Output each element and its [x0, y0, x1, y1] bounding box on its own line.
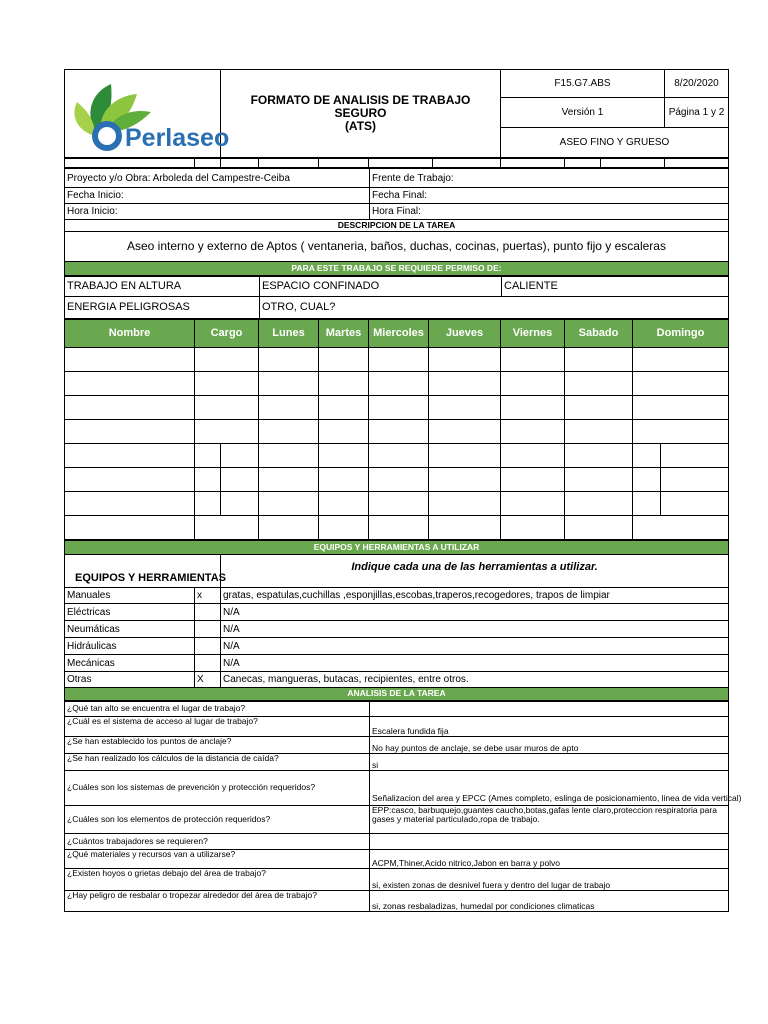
permit-hot: CALIENTE	[502, 277, 729, 297]
equipment-detail: N/A	[221, 604, 729, 621]
analysis-answer: si	[370, 754, 729, 771]
equipment-detail: gratas, espatulas,cuchillas ,esponjillas,escobas,traperos,recogedores, trapos de limpiar	[221, 588, 729, 604]
start-date: Fecha Inicio:	[65, 188, 370, 204]
schedule-row	[65, 444, 729, 468]
form-page: Página 1 y 2	[665, 98, 729, 127]
divider-row	[64, 158, 729, 168]
analysis-question: ¿Qué tan alto se encuentra el lugar de trabajo?	[65, 702, 370, 717]
col-cargo: Cargo	[195, 320, 259, 348]
equipment-mark: X	[195, 672, 221, 688]
equipment-detail: N/A	[221, 638, 729, 655]
form-activity: ASEO FINO Y GRUESO	[501, 127, 729, 157]
header-table	[64, 69, 729, 158]
equipment-detail: N/A	[221, 655, 729, 672]
equipment-row	[65, 621, 729, 638]
leaf-logo-icon	[67, 72, 230, 156]
analysis-answer	[370, 834, 729, 850]
work-front: Frente de Trabajo:	[370, 169, 729, 188]
analysis-answer: ACPM,Thiner,Acido nitrico,Jabon en barra y polvo	[370, 850, 729, 869]
schedule-row	[65, 396, 729, 420]
schedule-table	[64, 319, 729, 540]
equipment-mark	[195, 604, 221, 621]
analysis-answer: No hay puntos de anclaje, se debe usar muros de apto	[370, 737, 729, 754]
col-jueves: Jueves	[429, 320, 501, 348]
analysis-table	[64, 701, 742, 912]
analysis-question: ¿Se han establecido los puntos de anclaje?	[65, 737, 370, 754]
form-version: Versión 1	[501, 98, 665, 127]
permits-heading: PARA ESTE TRABAJO SE REQUIERE PERMISO DE:	[65, 262, 729, 276]
permits-table	[64, 276, 729, 319]
equipment-row	[65, 588, 729, 604]
schedule-row	[65, 468, 729, 492]
equipment-mark: x	[195, 588, 221, 604]
col-nombre: Nombre	[65, 320, 195, 348]
schedule-row	[65, 348, 729, 372]
subtitle-line: (ATS)	[344, 119, 377, 134]
analysis-row	[65, 702, 729, 717]
analysis-answer: EPP:casco, barbuquejo,guantes caucho,botas,gafas lente claro,proteccion respiratoria para gases y material particulado,ropa de trabajo.	[370, 806, 729, 834]
analysis-question: ¿Se han realizado los cálculos de la distancia de caída?	[65, 754, 370, 771]
permit-other: OTRO, CUAL?	[260, 297, 729, 319]
company-logo	[65, 70, 230, 158]
equipment-mark	[195, 655, 221, 672]
equipment-row	[65, 638, 729, 655]
equipment-row	[65, 604, 729, 621]
svg-text:Perlaseo: Perlaseo	[125, 124, 230, 152]
schedule-header	[65, 320, 729, 348]
ats-form	[64, 69, 742, 912]
analysis-answer: si, zonas resbaladizas, humedal por condiciones climaticas	[370, 891, 729, 912]
equipment-type: Neumáticas	[65, 621, 195, 638]
analysis-answer: Señalizacion del area y EPCC (Ames completo, eslinga de posicionamiento, linea de vida vertical)	[370, 771, 729, 806]
analysis-row	[65, 891, 729, 912]
project-name: Proyecto y/o Obra: Arboleda del Campestre-Ceiba	[65, 169, 370, 188]
analysis-answer	[370, 702, 729, 717]
analysis-question: ¿Cuántos trabajadores se requieren?	[65, 834, 370, 850]
title-line: FORMATO DE ANALISIS DE TRABAJO SEGURO	[250, 92, 471, 120]
form-code: F15.G7.ABS	[501, 70, 665, 98]
analysis-question: ¿Qué materiales y recursos van a utilizarse?	[65, 850, 370, 869]
equipment-detail: N/A	[221, 621, 729, 638]
equipment-type: Hidráulicas	[65, 638, 195, 655]
analysis-row	[65, 869, 729, 891]
permit-confined: ESPACIO CONFINADO	[260, 277, 502, 297]
equipment-mark	[195, 638, 221, 655]
equipment-label: EQUIPOS Y HERRAMIENTAS	[65, 555, 221, 588]
equipment-type: Mecánicas	[65, 655, 195, 672]
col-sabado: Sabado	[565, 320, 633, 348]
start-time: Hora Inicio:	[65, 204, 370, 220]
equipment-mark	[195, 621, 221, 638]
analysis-row	[65, 806, 729, 834]
analysis-question: ¿Cuáles son los sistemas de prevención y protección requeridos?	[65, 771, 370, 806]
analysis-answer: Escalera fundida fija	[370, 717, 729, 737]
analysis-row	[65, 717, 729, 737]
analysis-row	[65, 771, 729, 806]
col-lunes: Lunes	[259, 320, 319, 348]
project-table	[64, 168, 729, 276]
analysis-row	[65, 850, 729, 869]
schedule-row	[65, 372, 729, 396]
analysis-row	[65, 834, 729, 850]
equipment-type: Eléctricas	[65, 604, 195, 621]
description-heading: DESCRIPCION DE LA TAREA	[65, 220, 729, 232]
equipment-row	[65, 655, 729, 672]
analysis-question: ¿Hay peligro de resbalar o tropezar alrededor del área de trabajo?	[65, 891, 370, 912]
equipment-instruction: Indique cada una de las herramientas a utilizar.	[221, 555, 729, 588]
schedule-row	[65, 420, 729, 444]
equipment-heading: EQUIPOS Y HERRAMIENTAS A UTILIZAR	[65, 541, 729, 555]
analysis-question: ¿Cuál es el sistema de acceso al lugar de trabajo?	[65, 717, 370, 737]
end-time: Hora Final:	[370, 204, 729, 220]
col-miercoles: Miercoles	[369, 320, 429, 348]
equipment-row	[65, 672, 729, 688]
description-text: Aseo interno y externo de Aptos ( ventaneria, baños, duchas, cocinas, puertas), punto fijo y escaleras	[65, 232, 729, 262]
equipment-type: Otras	[65, 672, 195, 688]
equipment-type: Manuales	[65, 588, 195, 604]
analysis-question: ¿Cuáles son los elementos de protección requeridos?	[65, 806, 370, 834]
col-viernes: Viernes	[501, 320, 565, 348]
analysis-heading: ANALISIS DE LA TAREA	[65, 688, 729, 701]
permit-energy: ENERGIA PELIGROSAS	[65, 297, 260, 319]
form-title	[221, 70, 501, 158]
form-date: 8/20/2020	[665, 70, 729, 98]
permit-height: TRABAJO EN ALTURA	[65, 277, 260, 297]
analysis-row	[65, 737, 729, 754]
col-domingo: Domingo	[633, 320, 729, 348]
schedule-row	[65, 516, 729, 540]
end-date: Fecha Final:	[370, 188, 729, 204]
equipment-detail: Canecas, mangueras, butacas, recipientes, entre otros.	[221, 672, 729, 688]
col-martes: Martes	[319, 320, 369, 348]
equipment-table	[64, 540, 729, 701]
analysis-row	[65, 754, 729, 771]
analysis-question: ¿Existen hoyos o grietas debajo del área de trabajo?	[65, 869, 370, 891]
analysis-answer: si, existen zonas de desnivel fuera y dentro del lugar de trabajo	[370, 869, 729, 891]
schedule-row	[65, 492, 729, 516]
